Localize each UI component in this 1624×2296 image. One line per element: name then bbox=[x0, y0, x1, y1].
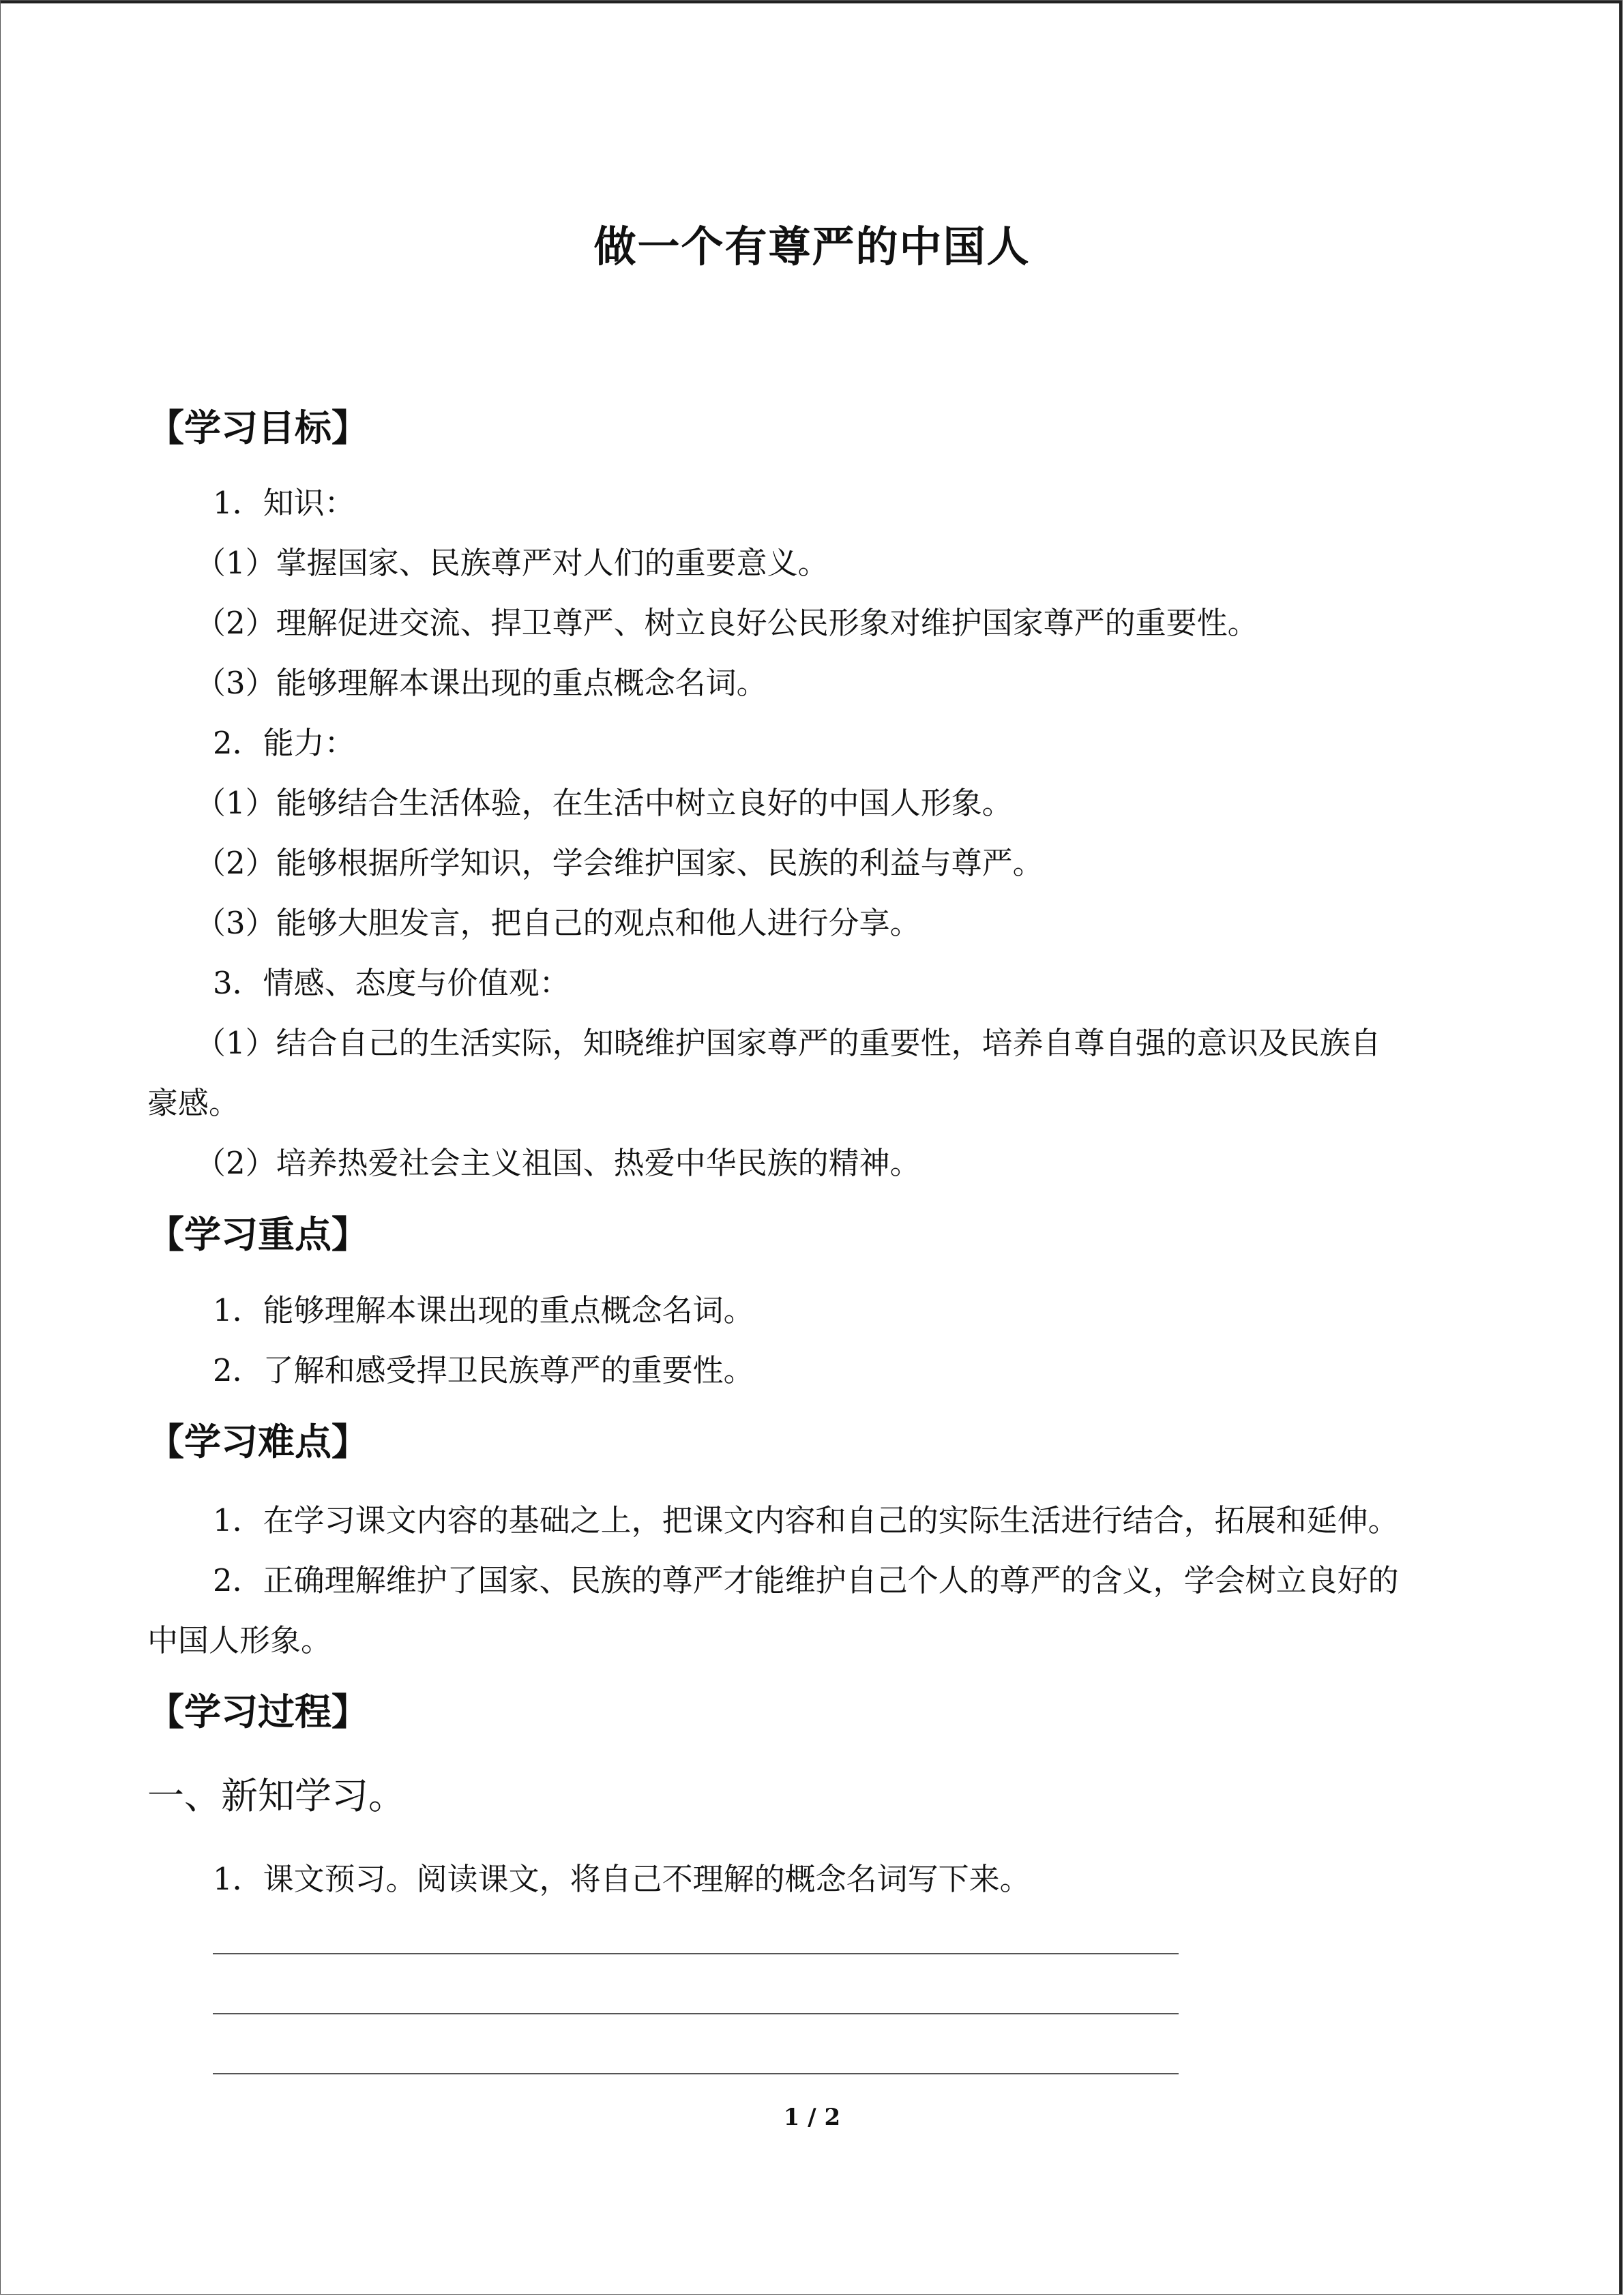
goal-emotion-1: （1）结合自己的生活实际，知晓维护国家尊严的重要性，培养自尊自强的意识及民族自 bbox=[195, 1025, 1381, 1061]
focus-1: 1．能够理解本课出现的重点概念名词。 bbox=[213, 1292, 754, 1328]
goal-emotion-2: （2）培养热爱社会主义祖国、热爱中华民族的精神。 bbox=[195, 1145, 921, 1181]
goal-ability: 2．能力： bbox=[213, 725, 355, 761]
heading-learning-goals: 【学习目标】 bbox=[147, 406, 368, 449]
heading-difficulties: 【学习难点】 bbox=[147, 1420, 368, 1463]
difficulty-1: 1．在学习课文内容的基础之上，把课文内容和自己的实际生活进行结合，拓展和延伸。 bbox=[213, 1502, 1399, 1538]
difficulty-2: 2．正确理解维护了国家、民族的尊严才能维护自己个人的尊严的含义，学会树立良好的 bbox=[213, 1562, 1399, 1598]
answer-line-3[interactable] bbox=[213, 2073, 1179, 2074]
goal-ability-1: （1）能够结合生活体验，在生活中树立良好的中国人形象。 bbox=[195, 785, 1013, 821]
document-title: 做一个有尊严的中国人 bbox=[593, 222, 1031, 271]
focus-2: 2．了解和感受捍卫民族尊严的重要性。 bbox=[213, 1352, 754, 1388]
answer-line-2[interactable] bbox=[213, 2013, 1179, 2014]
goal-emotion-1-cont: 豪感。 bbox=[147, 1085, 240, 1121]
goal-knowledge-3: （3）能够理解本课出现的重点概念名词。 bbox=[195, 665, 767, 701]
goal-knowledge: 1．知识： bbox=[213, 485, 355, 521]
goal-ability-3: （3）能够大胆发言，把自己的观点和他人进行分享。 bbox=[195, 905, 921, 941]
page-number: 1 / 2 bbox=[783, 2104, 841, 2131]
goal-knowledge-1: （1）掌握国家、民族尊严对人们的重要意义。 bbox=[195, 545, 829, 581]
heading-key-points: 【学习重点】 bbox=[147, 1213, 368, 1256]
process-item-1: 1．课文预习。阅读课文，将自己不理解的概念名词写下来。 bbox=[213, 1861, 1031, 1897]
heading-learning-process: 【学习过程】 bbox=[147, 1690, 368, 1733]
part-one-heading: 一、新知学习。 bbox=[147, 1774, 405, 1817]
goal-emotion: 3．情感、态度与价值观： bbox=[213, 965, 570, 1001]
difficulty-2-cont: 中国人形象。 bbox=[147, 1622, 332, 1658]
answer-line-1[interactable] bbox=[213, 1953, 1179, 1954]
goal-ability-2: （2）能够根据所学知识，学会维护国家、民族的利益与尊严。 bbox=[195, 845, 1044, 881]
goal-knowledge-2: （2）理解促进交流、捍卫尊严、树立良好公民形象对维护国家尊严的重要性。 bbox=[195, 605, 1258, 641]
